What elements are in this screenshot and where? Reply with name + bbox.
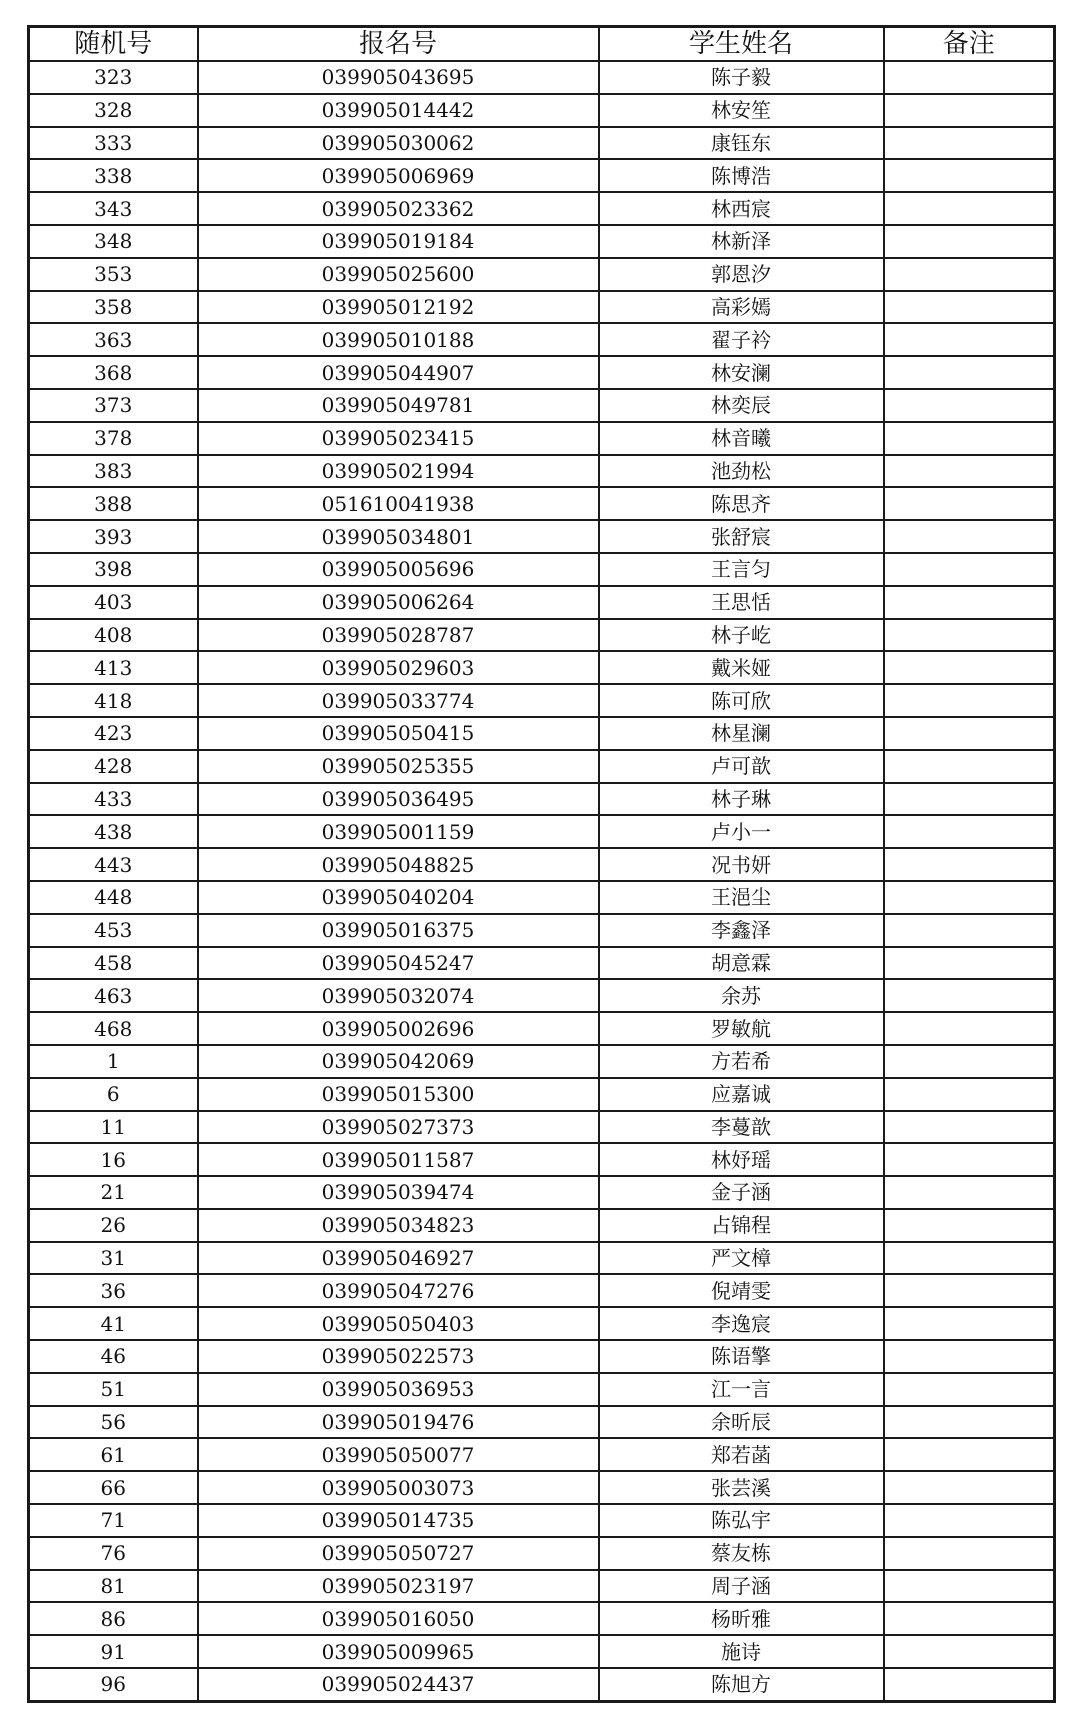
table-row	[29, 750, 1055, 783]
registration-no-cell: 039905006264	[198, 586, 599, 619]
table-row	[29, 1274, 1055, 1307]
random-no-cell: 61	[29, 1438, 198, 1471]
student-name-cell: 应嘉诚	[599, 1078, 884, 1111]
student-name-cell: 余苏	[599, 979, 884, 1012]
random-no-cell: 383	[29, 455, 198, 488]
remarks-cell	[884, 127, 1055, 160]
remarks-cell	[884, 1340, 1055, 1373]
student-name-cell: 林奕辰	[599, 389, 884, 422]
remarks-cell	[884, 1668, 1055, 1701]
student-name-cell: 李逸宸	[599, 1307, 884, 1340]
registration-no-cell: 039905040204	[198, 881, 599, 914]
registration-no-cell: 039905039474	[198, 1176, 599, 1209]
student-name-cell: 张芸溪	[599, 1471, 884, 1504]
remarks-cell	[884, 1537, 1055, 1570]
table-row	[29, 1373, 1055, 1406]
remarks-cell	[884, 979, 1055, 1012]
table-row	[29, 1537, 1055, 1570]
random-no-cell: 373	[29, 389, 198, 422]
registration-no-cell: 039905036953	[198, 1373, 599, 1406]
student-name-cell: 蔡友栋	[599, 1537, 884, 1570]
remarks-cell	[884, 914, 1055, 947]
table-row	[29, 422, 1055, 455]
random-no-cell: 41	[29, 1307, 198, 1340]
remarks-cell	[884, 159, 1055, 192]
table-row	[29, 94, 1055, 127]
table-row	[29, 1668, 1055, 1701]
header-random-no: 随机号	[29, 27, 198, 62]
registration-no-cell: 039905019476	[198, 1406, 599, 1439]
registration-no-cell: 039905002696	[198, 1012, 599, 1045]
random-no-cell: 21	[29, 1176, 198, 1209]
random-no-cell: 1	[29, 1045, 198, 1078]
header-remarks: 备注	[884, 27, 1055, 62]
remarks-cell	[884, 1373, 1055, 1406]
student-name-cell: 陈子毅	[599, 61, 884, 94]
table-row	[29, 1078, 1055, 1111]
registration-no-cell: 039905032074	[198, 979, 599, 1012]
table-row	[29, 389, 1055, 422]
registration-no-cell: 039905034801	[198, 520, 599, 553]
remarks-cell	[884, 94, 1055, 127]
registration-no-cell: 039905021994	[198, 455, 599, 488]
table-row	[29, 356, 1055, 389]
student-name-cell: 林子屹	[599, 619, 884, 652]
remarks-cell	[884, 815, 1055, 848]
student-name-cell: 倪靖雯	[599, 1274, 884, 1307]
registration-no-cell: 039905023197	[198, 1570, 599, 1603]
table-row	[29, 258, 1055, 291]
registration-no-cell: 039905023362	[198, 192, 599, 225]
remarks-cell	[884, 848, 1055, 881]
student-name-cell: 严文樟	[599, 1242, 884, 1275]
student-name-cell: 林子琳	[599, 783, 884, 816]
random-no-cell: 453	[29, 914, 198, 947]
student-name-cell: 李蔓歆	[599, 1111, 884, 1144]
remarks-cell	[884, 1209, 1055, 1242]
random-no-cell: 11	[29, 1111, 198, 1144]
table-row	[29, 815, 1055, 848]
registration-no-cell: 039905029603	[198, 651, 599, 684]
random-no-cell: 81	[29, 1570, 198, 1603]
student-roster-table	[27, 25, 1056, 1703]
random-no-cell: 378	[29, 422, 198, 455]
student-name-cell: 陈思齐	[599, 487, 884, 520]
registration-no-cell: 039905045247	[198, 947, 599, 980]
roster-sheet	[27, 25, 1053, 1703]
student-name-cell: 池劲松	[599, 455, 884, 488]
student-name-cell: 卢小一	[599, 815, 884, 848]
remarks-cell	[884, 717, 1055, 750]
student-name-cell: 江一言	[599, 1373, 884, 1406]
remarks-cell	[884, 61, 1055, 94]
table-row	[29, 1602, 1055, 1635]
student-name-cell: 王浥尘	[599, 881, 884, 914]
student-name-cell: 余昕辰	[599, 1406, 884, 1439]
table-row	[29, 1438, 1055, 1471]
remarks-cell	[884, 1471, 1055, 1504]
remarks-cell	[884, 1504, 1055, 1537]
registration-no-cell: 039905050415	[198, 717, 599, 750]
student-name-cell: 罗敏航	[599, 1012, 884, 1045]
registration-no-cell: 039905048825	[198, 848, 599, 881]
remarks-cell	[884, 750, 1055, 783]
student-name-cell: 高彩嫣	[599, 291, 884, 324]
random-no-cell: 443	[29, 848, 198, 881]
table-row	[29, 323, 1055, 356]
student-name-cell: 金子涵	[599, 1176, 884, 1209]
student-name-cell: 张舒宸	[599, 520, 884, 553]
student-name-cell: 陈旭方	[599, 1668, 884, 1701]
student-name-cell: 郑若菡	[599, 1438, 884, 1471]
random-no-cell: 388	[29, 487, 198, 520]
header-student-name: 学生姓名	[599, 27, 884, 62]
random-no-cell: 348	[29, 225, 198, 258]
remarks-cell	[884, 323, 1055, 356]
table-row	[29, 159, 1055, 192]
remarks-cell	[884, 684, 1055, 717]
student-name-cell: 陈可欣	[599, 684, 884, 717]
remarks-cell	[884, 422, 1055, 455]
student-name-cell: 杨昕雅	[599, 1602, 884, 1635]
header-row	[29, 27, 1055, 62]
remarks-cell	[884, 487, 1055, 520]
table-row	[29, 61, 1055, 94]
random-no-cell: 433	[29, 783, 198, 816]
registration-no-cell: 039905014735	[198, 1504, 599, 1537]
student-name-cell: 林安笙	[599, 94, 884, 127]
table-row	[29, 1406, 1055, 1439]
remarks-cell	[884, 783, 1055, 816]
remarks-cell	[884, 1242, 1055, 1275]
table-row	[29, 1176, 1055, 1209]
registration-no-cell: 051610041938	[198, 487, 599, 520]
remarks-cell	[884, 881, 1055, 914]
remarks-cell	[884, 455, 1055, 488]
registration-no-cell: 039905050403	[198, 1307, 599, 1340]
random-no-cell: 86	[29, 1602, 198, 1635]
student-name-cell: 林西宸	[599, 192, 884, 225]
random-no-cell: 46	[29, 1340, 198, 1373]
remarks-cell	[884, 1635, 1055, 1668]
table-row	[29, 225, 1055, 258]
student-name-cell: 郭恩汐	[599, 258, 884, 291]
registration-no-cell: 039905016375	[198, 914, 599, 947]
student-name-cell: 况书妍	[599, 848, 884, 881]
registration-no-cell: 039905033774	[198, 684, 599, 717]
registration-no-cell: 039905050077	[198, 1438, 599, 1471]
registration-no-cell: 039905025355	[198, 750, 599, 783]
table-row	[29, 1340, 1055, 1373]
remarks-cell	[884, 1012, 1055, 1045]
registration-no-cell: 039905025600	[198, 258, 599, 291]
table-row	[29, 619, 1055, 652]
random-no-cell: 56	[29, 1406, 198, 1439]
random-no-cell: 36	[29, 1274, 198, 1307]
random-no-cell: 51	[29, 1373, 198, 1406]
random-no-cell: 428	[29, 750, 198, 783]
student-name-cell: 陈语擎	[599, 1340, 884, 1373]
random-no-cell: 418	[29, 684, 198, 717]
student-name-cell: 李鑫泽	[599, 914, 884, 947]
registration-no-cell: 039905050727	[198, 1537, 599, 1570]
remarks-cell	[884, 1176, 1055, 1209]
student-name-cell: 陈博浩	[599, 159, 884, 192]
registration-no-cell: 039905043695	[198, 61, 599, 94]
table-row	[29, 1242, 1055, 1275]
registration-no-cell: 039905016050	[198, 1602, 599, 1635]
random-no-cell: 438	[29, 815, 198, 848]
student-name-cell: 林妤瑶	[599, 1143, 884, 1176]
remarks-cell	[884, 1111, 1055, 1144]
random-no-cell: 463	[29, 979, 198, 1012]
remarks-cell	[884, 225, 1055, 258]
student-name-cell: 戴米娅	[599, 651, 884, 684]
remarks-cell	[884, 1406, 1055, 1439]
random-no-cell: 398	[29, 553, 198, 586]
remarks-cell	[884, 553, 1055, 586]
registration-no-cell: 039905024437	[198, 1668, 599, 1701]
student-name-cell: 林星澜	[599, 717, 884, 750]
student-name-cell: 占锦程	[599, 1209, 884, 1242]
student-name-cell: 翟子衿	[599, 323, 884, 356]
table-row	[29, 455, 1055, 488]
table-row	[29, 848, 1055, 881]
registration-no-cell: 039905005696	[198, 553, 599, 586]
random-no-cell: 31	[29, 1242, 198, 1275]
student-name-cell: 陈弘宇	[599, 1504, 884, 1537]
registration-no-cell: 039905027373	[198, 1111, 599, 1144]
registration-no-cell: 039905022573	[198, 1340, 599, 1373]
random-no-cell: 328	[29, 94, 198, 127]
table-row	[29, 1504, 1055, 1537]
random-no-cell: 403	[29, 586, 198, 619]
registration-no-cell: 039905010188	[198, 323, 599, 356]
registration-no-cell: 039905009965	[198, 1635, 599, 1668]
random-no-cell: 91	[29, 1635, 198, 1668]
registration-no-cell: 039905011587	[198, 1143, 599, 1176]
table-row	[29, 1045, 1055, 1078]
table-row	[29, 783, 1055, 816]
table-row	[29, 487, 1055, 520]
table-row	[29, 914, 1055, 947]
student-name-cell: 方若希	[599, 1045, 884, 1078]
student-name-cell: 康钰东	[599, 127, 884, 160]
random-no-cell: 458	[29, 947, 198, 980]
remarks-cell	[884, 1045, 1055, 1078]
table-row	[29, 1012, 1055, 1045]
table-row	[29, 684, 1055, 717]
registration-no-cell: 039905001159	[198, 815, 599, 848]
registration-no-cell: 039905049781	[198, 389, 599, 422]
random-no-cell: 358	[29, 291, 198, 324]
random-no-cell: 423	[29, 717, 198, 750]
registration-no-cell: 039905044907	[198, 356, 599, 389]
registration-no-cell: 039905046927	[198, 1242, 599, 1275]
registration-no-cell: 039905012192	[198, 291, 599, 324]
remarks-cell	[884, 1274, 1055, 1307]
remarks-cell	[884, 1307, 1055, 1340]
remarks-cell	[884, 258, 1055, 291]
registration-no-cell: 039905014442	[198, 94, 599, 127]
random-no-cell: 343	[29, 192, 198, 225]
remarks-cell	[884, 1570, 1055, 1603]
random-no-cell: 66	[29, 1471, 198, 1504]
remarks-cell	[884, 619, 1055, 652]
remarks-cell	[884, 947, 1055, 980]
registration-no-cell: 039905015300	[198, 1078, 599, 1111]
random-no-cell: 413	[29, 651, 198, 684]
registration-no-cell: 039905003073	[198, 1471, 599, 1504]
random-no-cell: 333	[29, 127, 198, 160]
student-name-cell: 卢可歆	[599, 750, 884, 783]
student-name-cell: 林安澜	[599, 356, 884, 389]
student-name-cell: 胡意霖	[599, 947, 884, 980]
random-no-cell: 468	[29, 1012, 198, 1045]
remarks-cell	[884, 1438, 1055, 1471]
random-no-cell: 368	[29, 356, 198, 389]
random-no-cell: 76	[29, 1537, 198, 1570]
random-no-cell: 26	[29, 1209, 198, 1242]
random-no-cell: 323	[29, 61, 198, 94]
table-row	[29, 947, 1055, 980]
registration-no-cell: 039905030062	[198, 127, 599, 160]
random-no-cell: 338	[29, 159, 198, 192]
random-no-cell: 6	[29, 1078, 198, 1111]
random-no-cell: 353	[29, 258, 198, 291]
table-row	[29, 192, 1055, 225]
table-row	[29, 1307, 1055, 1340]
table-row	[29, 1111, 1055, 1144]
registration-no-cell: 039905028787	[198, 619, 599, 652]
table-row	[29, 291, 1055, 324]
table-row	[29, 1635, 1055, 1668]
table-row	[29, 127, 1055, 160]
table-header	[29, 27, 1055, 62]
table-row	[29, 1209, 1055, 1242]
header-registration-no: 报名号	[198, 27, 599, 62]
table-row	[29, 553, 1055, 586]
random-no-cell: 408	[29, 619, 198, 652]
table-body	[29, 61, 1055, 1701]
random-no-cell: 363	[29, 323, 198, 356]
remarks-cell	[884, 356, 1055, 389]
remarks-cell	[884, 1602, 1055, 1635]
table-row	[29, 651, 1055, 684]
table-row	[29, 1143, 1055, 1176]
remarks-cell	[884, 192, 1055, 225]
registration-no-cell: 039905036495	[198, 783, 599, 816]
student-name-cell: 王思恬	[599, 586, 884, 619]
table-row	[29, 520, 1055, 553]
random-no-cell: 96	[29, 1668, 198, 1701]
random-no-cell: 393	[29, 520, 198, 553]
student-name-cell: 王言匀	[599, 553, 884, 586]
remarks-cell	[884, 586, 1055, 619]
student-name-cell: 林音曦	[599, 422, 884, 455]
registration-no-cell: 039905019184	[198, 225, 599, 258]
student-name-cell: 林新泽	[599, 225, 884, 258]
remarks-cell	[884, 389, 1055, 422]
table-row	[29, 881, 1055, 914]
student-name-cell: 施诗	[599, 1635, 884, 1668]
random-no-cell: 448	[29, 881, 198, 914]
registration-no-cell: 039905034823	[198, 1209, 599, 1242]
random-no-cell: 16	[29, 1143, 198, 1176]
table-row	[29, 1471, 1055, 1504]
remarks-cell	[884, 1143, 1055, 1176]
remarks-cell	[884, 1078, 1055, 1111]
remarks-cell	[884, 520, 1055, 553]
table-row	[29, 979, 1055, 1012]
remarks-cell	[884, 291, 1055, 324]
student-name-cell: 周子涵	[599, 1570, 884, 1603]
registration-no-cell: 039905006969	[198, 159, 599, 192]
registration-no-cell: 039905047276	[198, 1274, 599, 1307]
registration-no-cell: 039905042069	[198, 1045, 599, 1078]
table-row	[29, 717, 1055, 750]
registration-no-cell: 039905023415	[198, 422, 599, 455]
table-row	[29, 1570, 1055, 1603]
remarks-cell	[884, 651, 1055, 684]
random-no-cell: 71	[29, 1504, 198, 1537]
table-row	[29, 586, 1055, 619]
